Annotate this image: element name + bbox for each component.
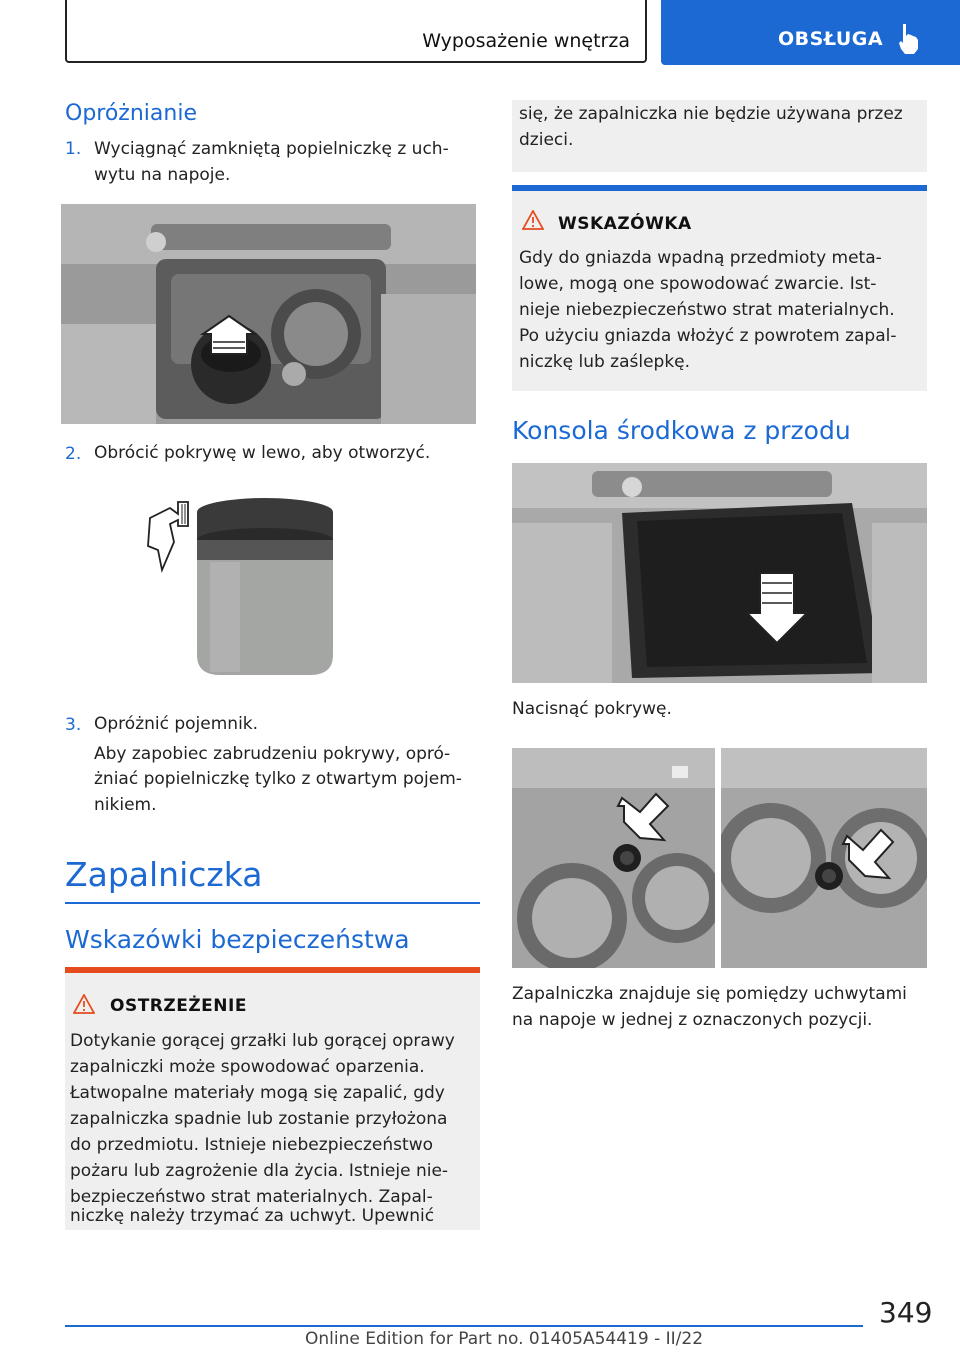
subsection-heading: Wskazówki bezpieczeństwa	[65, 925, 410, 954]
footer-divider	[65, 1325, 863, 1327]
caption-lighter-location: Zapalniczka znajduje się pomiędzy uchwytami	[512, 984, 907, 1004]
page-number: 349	[879, 1296, 933, 1329]
notice-triangle-icon	[522, 210, 544, 230]
footer-edition: Online Edition for Part no. 01405A54419 - II/22	[305, 1329, 704, 1349]
warning-line: Łatwopalne materiały mogą się zapalić, gdy	[70, 1083, 445, 1103]
notice-line: niczkę lub zaślepkę.	[519, 352, 691, 372]
warning-triangle-icon	[73, 994, 95, 1014]
section-heading-emptying: Opróżnianie	[65, 101, 197, 126]
step-text: wytu na napoje.	[94, 165, 231, 185]
warning-line: Dotykanie gorącej grzałki lub gorącej oprawy	[70, 1031, 455, 1051]
warning-continuation-line: dzieci.	[519, 130, 574, 150]
caption-press-cover: Nacisnąć pokrywę.	[512, 699, 672, 719]
notice-title: WSKAZÓWKA	[558, 214, 692, 234]
step-text: Aby zapobiec zabrudzeniu pokrywy, opró‐	[94, 744, 451, 764]
step-text: nikiem.	[94, 795, 157, 815]
step-number: 1.	[65, 139, 82, 159]
lighter-position-photo-right	[721, 748, 927, 968]
warning-line: zapalniczka spadnie lub zostanie przyłożona	[70, 1109, 448, 1129]
step-text: Opróżnić pojemnik.	[94, 714, 259, 734]
step-text: żniać popielniczkę tylko z otwartym pojem‐	[94, 769, 462, 789]
header-section-title: Wyposażenie wnętrza	[422, 30, 630, 52]
chapter-divider	[65, 902, 480, 904]
step-text: Wyciągnąć zamkniętą popielniczkę z uch‐	[94, 139, 449, 159]
step-number: 2.	[65, 444, 82, 464]
step-number: 3.	[65, 715, 82, 735]
notice-line: lowe, mogą one spowodować zwarcie. Ist‐	[519, 274, 877, 294]
section-heading-center-console: Konsola środkowa z przodu	[512, 416, 851, 445]
pointing-hand-icon	[896, 22, 922, 56]
warning-line: zapalniczki może spowodować oparzenia.	[70, 1057, 425, 1077]
notice-line: Gdy do gniazda wpadną przedmioty meta‐	[519, 248, 882, 268]
header-tag-label: OBSŁUGA	[778, 28, 884, 50]
warning-line: pożaru lub zagrożenie dla życia. Istnieje nie‐	[70, 1161, 449, 1181]
caption-lighter-location: na napoje w jednej z oznaczonych pozycji.	[512, 1010, 873, 1030]
warning-line: bezpieczeństwo strat materialnych. Zapal‐	[70, 1187, 433, 1207]
center-console-cover-photo	[512, 463, 927, 683]
warning-title: OSTRZEŻENIE	[110, 996, 247, 1016]
notice-line: nieje niebezpieczeństwo strat materialnych.	[519, 300, 895, 320]
warning-line: do przedmiotu. Istnieje niebezpieczeństwo	[70, 1135, 433, 1155]
notice-line: Po użyciu gniazda włożyć z powrotem zapal‐	[519, 326, 897, 346]
step-text: Obrócić pokrywę w lewo, aby otworzyć.	[94, 443, 431, 463]
warning-continuation-line: się, że zapalniczka nie będzie używana przez	[519, 104, 903, 124]
ashtray-removal-photo	[61, 204, 476, 424]
lighter-position-photo-left	[512, 748, 715, 968]
ashtray-rotate-illustration	[140, 490, 390, 680]
warning-line: niczkę należy trzymać za uchwyt. Upewnić	[70, 1206, 435, 1226]
chapter-title: Zapalniczka	[65, 855, 263, 894]
